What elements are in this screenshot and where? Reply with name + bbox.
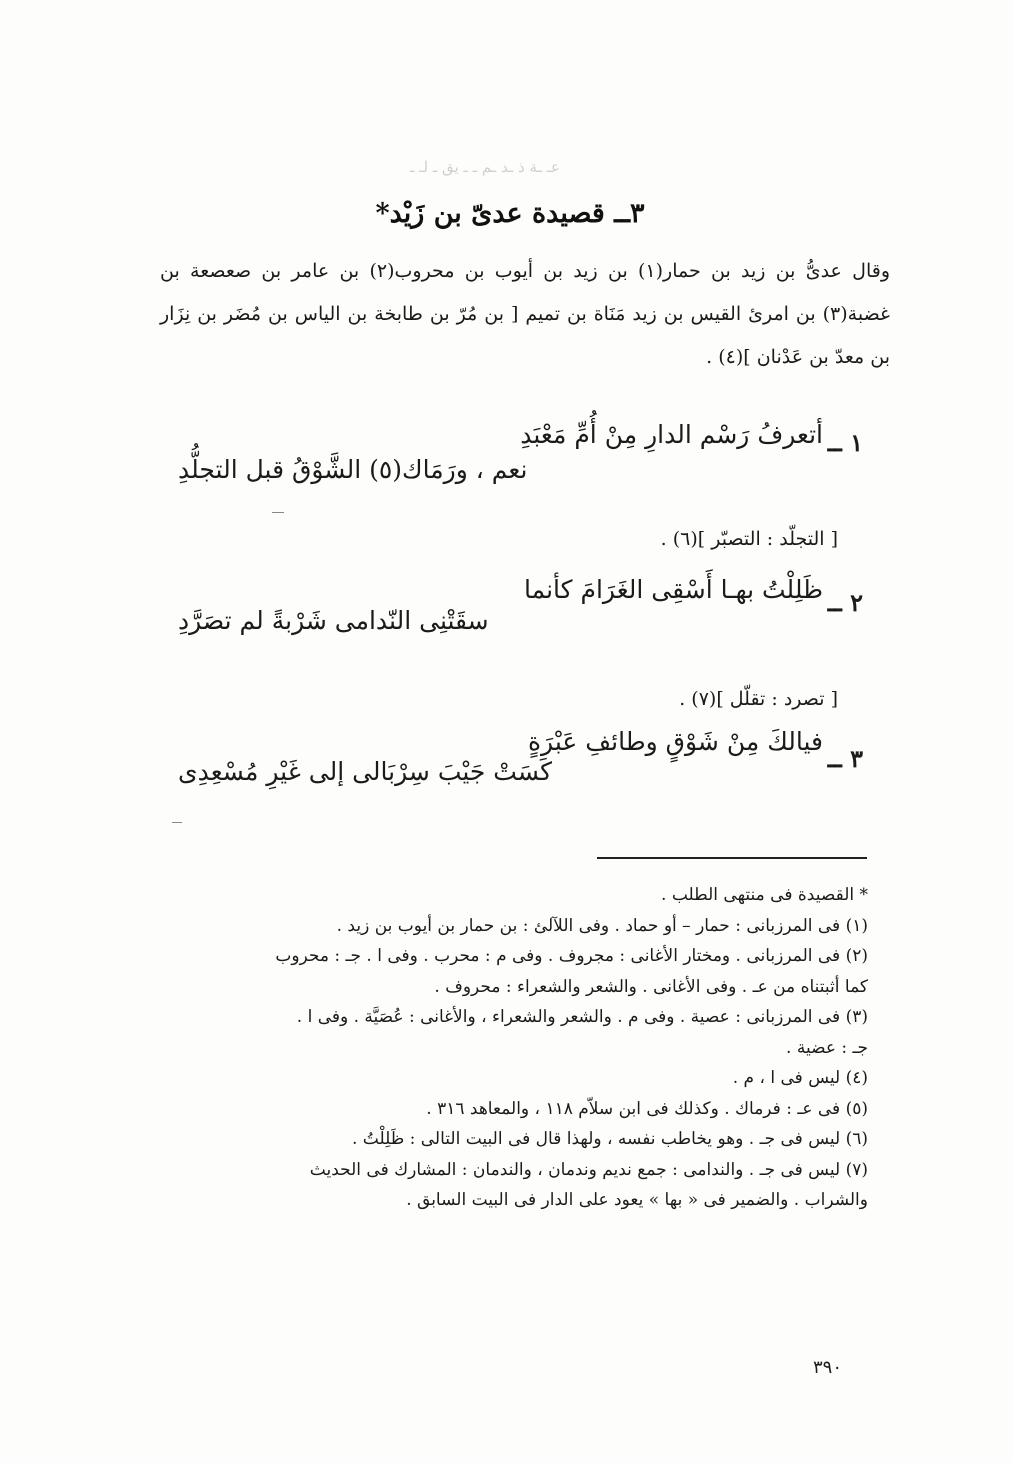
verse-gloss: [ تصرد : تقلّل ](٧) . [679, 688, 838, 710]
footnotes [128, 880, 868, 1216]
footnote: (٢) فى المرزبانى . ومختار الأغانى : مجروف . وفى م : محرب . وفى ا . جـ : محروب [275, 946, 868, 966]
verse-gloss: [ التجلّد : التصبّر ](٦) . [660, 528, 838, 550]
bleed-through-text: عـ ـة ذ ـد ـم ـ ـ يق ـ لـ ـ [409, 158, 560, 176]
footnote: (٧) ليس فى جـ . والندامى : جمع نديم وندمان ، والندمان : المشارك فى الحديث [309, 1159, 868, 1180]
verse-second-hemistich: كَسَتْ جَيْبَ سِرْبَالى إلى غَيْرِ مُسْعِدِى [178, 757, 553, 786]
footnote: جـ : عضية . [786, 1037, 868, 1058]
verse-second-hemistich: سقَتْنِى النّدامى شَرْبةً لم تصَرَّدِ [178, 606, 489, 635]
footnote: كما أثبتناه من عـ . وفى الأغانى . والشعر والشعراء : محروف . [434, 976, 868, 997]
scan-mark [272, 512, 284, 513]
footnote: (٦) ليس فى جـ . وهو يخاطب نفسه ، ولهذا قال فى البيت التالى : ظَلِلْتُ . [351, 1129, 868, 1149]
page-number: ٣٩٠ [812, 1357, 842, 1378]
footnote: والشراب . والضمير فى « بها » يعود على الدار فى البيت السابق . [406, 1190, 868, 1210]
footnote-separator-rule [597, 857, 867, 859]
poem-title: ٣ــ قصيدة عدىّ بن زَيْد* [375, 198, 645, 229]
verse-second-hemistich: نعم ، ورَمَاك(٥) الشَّوْقُ قبل التجلُّدِ [178, 455, 528, 484]
verse-number: ١ ــ [827, 428, 863, 457]
footnote: * القصيدة فى منتهى الطلب . [661, 885, 868, 905]
footnote: (٣) فى المرزبانى : عصية . وفى م . والشعر والشعراء ، والأغانى : عُصَيَّة . وفى ا . [296, 1007, 868, 1027]
verse-number: ٣ ــ [827, 744, 863, 773]
intro-paragraph: وقال عدىُّ بن زيد بن حمار(١) بن زيد بن أيوب بن محروب(٢) بن عامر بن صعصعة بن غضبة(٣) بن امرئ القيس بن زيد مَنَاة بن تميم [ بن مُرّ بن طابخة بن الياس بن مُضَر بن نِزَار بن معدّ بن عَدْنان ](٤) . [160, 260, 891, 368]
footnote: (٥) فى عـ : فرماك . وكذلك فى ابن سلاّم ١١٨ ، والمعاهد ٣١٦ . [426, 1098, 868, 1119]
verse-first-hemistich: ظَلِلْتُ بهـا أَسْقِى الغَرَامَ كأنما [524, 575, 823, 604]
footnote: (٤) ليس فى ا ، م . [732, 1068, 868, 1088]
verse-number: ٢ ــ [827, 588, 863, 617]
verse-first-hemistich: أتعرفُ رَسْم الدارِ مِنْ أُمِّ مَعْبَدِ [520, 420, 823, 449]
verse-first-hemistich: فيالكَ مِنْ شَوْقٍ وطائفِ عَبْرَةٍ [527, 727, 823, 756]
footnote: (١) فى المرزبانى : حمار – أو حماد . وفى اللآلئ : بن حمار بن أيوب بن زيد . [336, 915, 868, 936]
scan-mark [172, 822, 182, 823]
